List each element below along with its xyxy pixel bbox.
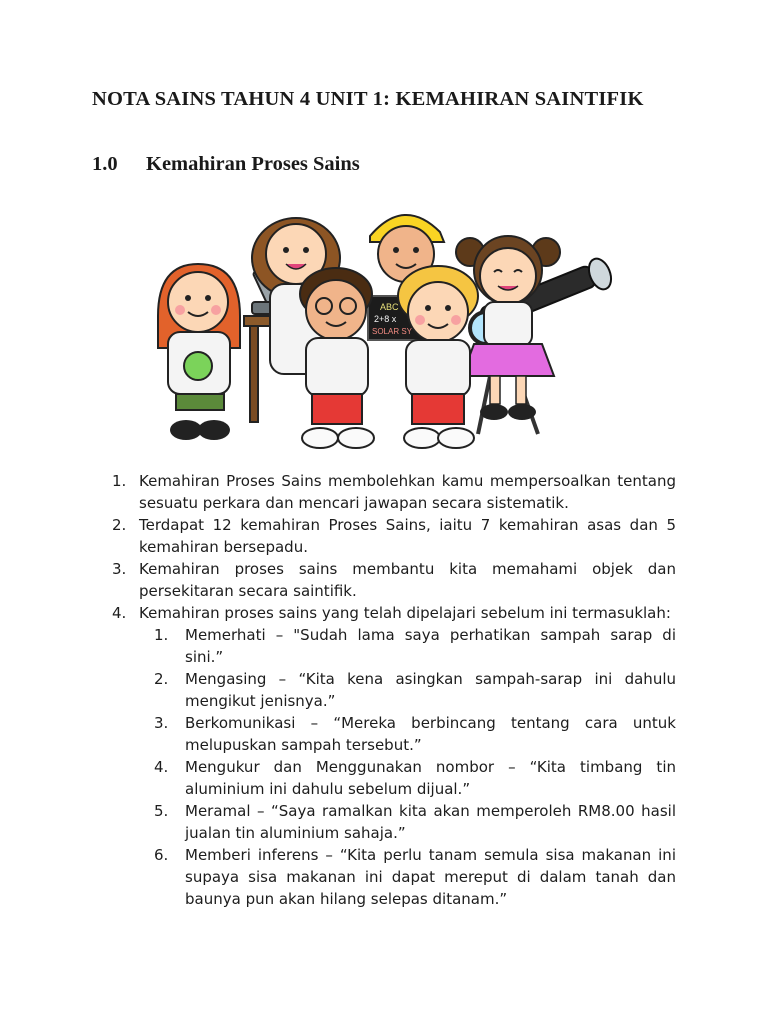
page-title: NOTA SAINS TAHUN 4 UNIT 1: KEMAHIRAN SAINTIFIK xyxy=(92,88,644,110)
chalkboard-line-3: SOLAR SY xyxy=(372,327,413,336)
sub-list-item: 2. Mengasing – “Kita kena asingkan sampah-sarap ini dahulu mengikut jenisnya.” xyxy=(154,670,676,710)
section-title: Kemahiran Proses Sains xyxy=(146,153,360,175)
list-item: 4. Kemahiran proses sains yang telah dipelajari sebelum ini termasuklah: xyxy=(112,604,671,622)
child-red-hair xyxy=(158,264,240,440)
list-item: 3. Kemahiran proses sains membantu kita memahami objek dan persekitaran secara saintifik. xyxy=(112,560,676,600)
sub-list-item: 5. Meramal – “Saya ramalkan kita akan memperoleh RM8.00 hasil jualan tin aluminium sahaja.” xyxy=(154,802,676,842)
process-skills-list xyxy=(108,470,676,910)
list-item: 2. Terdapat 12 kemahiran Proses Sains, iaitu 7 kemahiran asas dan 5 kemahiran bersepadu. xyxy=(112,516,676,556)
section-heading xyxy=(92,153,360,176)
sub-list-item: 3. Berkomunikasi – “Mereka berbincang tentang cara untuk melupuskan sampah tersebut.” xyxy=(154,714,676,754)
chalkboard-line-2: 2+8 x xyxy=(374,314,397,324)
list-item: 1. Kemahiran Proses Sains membolehkan kamu mempersoalkan tentang sesuatu perkara dan mencari jawapan secara sistematik. xyxy=(112,472,676,512)
child-blonde xyxy=(398,266,478,448)
sub-list-item: 1. Memerhati – "Sudah lama saya perhatikan sampah sarap di sini.” xyxy=(154,626,676,666)
child-glasses xyxy=(300,268,374,448)
section-number: 1.0 xyxy=(92,153,118,175)
sub-list-item: 6. Memberi inferens – “Kita perlu tanam semula sisa makanan ini supaya sisa makanan ini dapat mereput di dalam tanah dan baunya pun akan hilang selepas ditanam.” xyxy=(154,846,676,908)
sub-list-item: 4. Mengukur dan Menggunakan nombor – “Kita timbang tin aluminium ini dahulu sebelum dijual.” xyxy=(154,758,676,798)
chalkboard-line-1: ABC xyxy=(380,302,399,312)
children-scientists-illustration xyxy=(148,198,618,454)
